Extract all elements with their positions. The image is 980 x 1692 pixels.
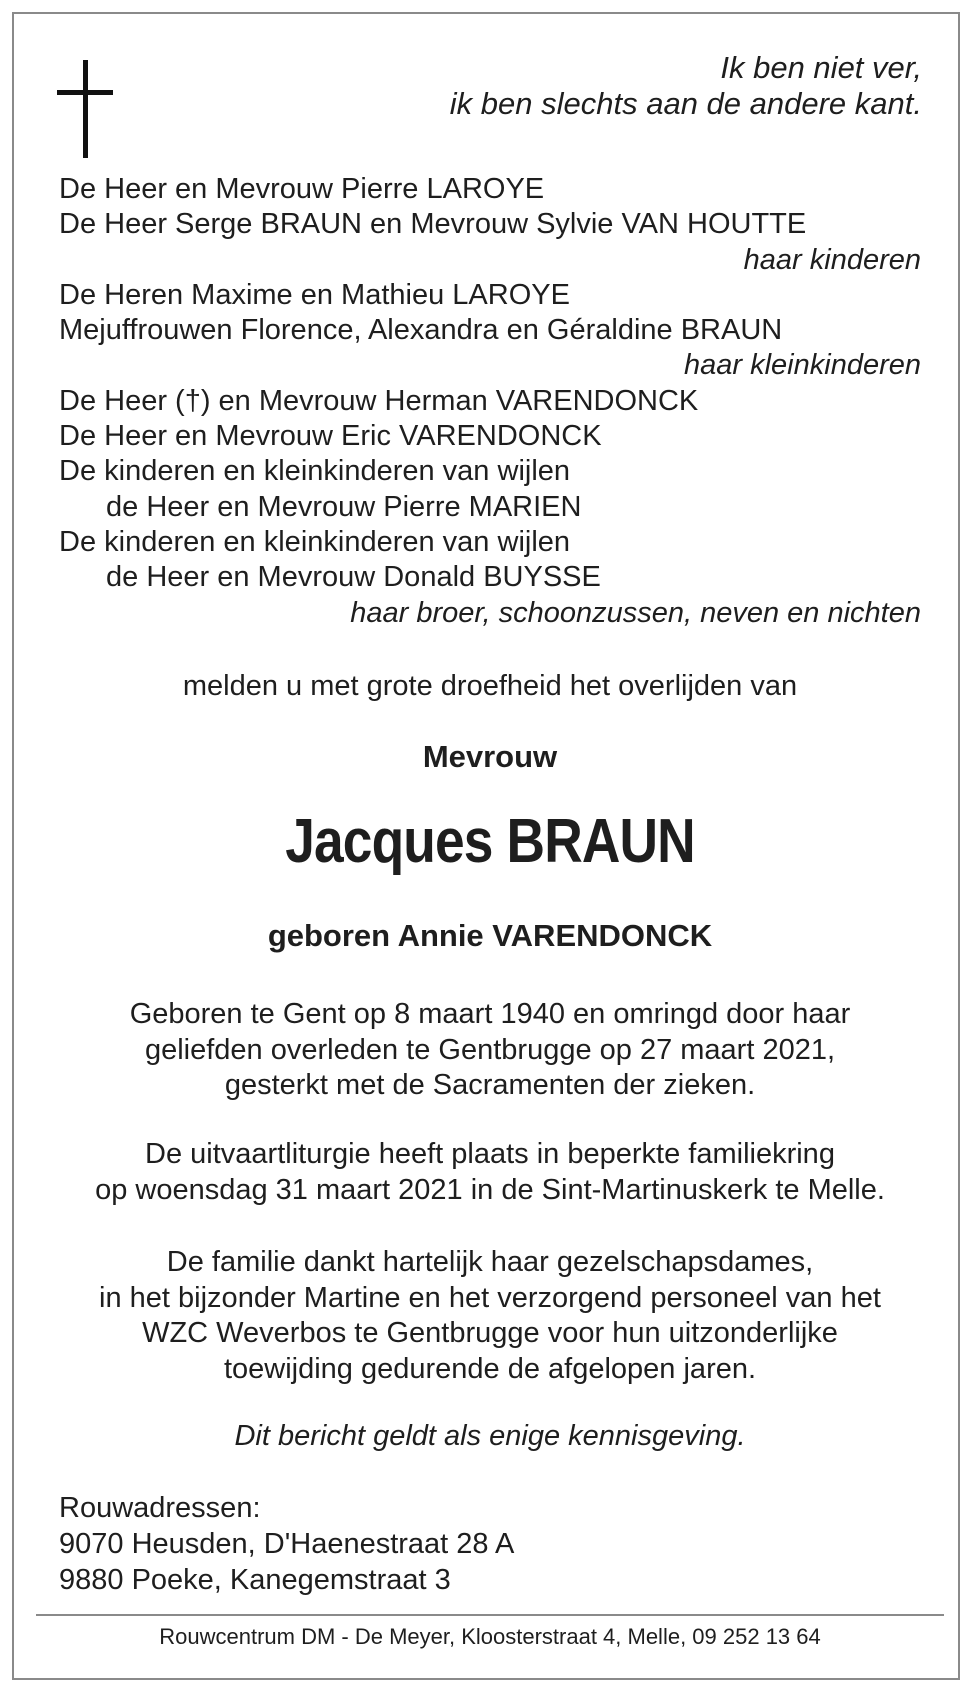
paragraph-birth-death	[0, 997, 980, 1104]
deceased-name: Jacques BRAUN	[285, 807, 695, 876]
family-line: De Heer (†) en Mevrouw Herman VARENDONCK	[59, 384, 699, 417]
paragraph-line: op woensdag 31 maart 2021 in de Sint-Martinuskerk te Melle.	[95, 1173, 885, 1206]
address-line: 9070 Heusden, D'Haenestraat 28 A	[59, 1528, 515, 1560]
family-line: De Heren Maxime en Mathieu LAROYE	[59, 278, 570, 311]
family-line: De kinderen en kleinkinderen van wijlen	[59, 455, 571, 488]
paragraph-funeral	[0, 1137, 980, 1208]
paragraph-line: gesterkt met de Sacramenten der zieken.	[224, 1069, 756, 1101]
addresses-label: Rouwadressen:	[59, 1492, 261, 1524]
paragraph-line: geliefden overleden te Gentbrugge op 27 maart 2021,	[144, 1033, 836, 1066]
condolence-addresses	[59, 1490, 514, 1598]
announcement: melden u met grote droefheid het overlijden van	[182, 670, 798, 702]
family-role: haar broer, schoonzussen, neven en nichten	[350, 596, 921, 629]
family-line: Mejuffrouwen Florence, Alexandra en Géraldine BRAUN	[59, 314, 783, 347]
funeral-home-footer: Rouwcentrum DM - De Meyer, Kloosterstraat 4, Melle, 09 252 13 64	[159, 1624, 821, 1649]
paragraph-line: in het bijzonder Martine en het verzorgend personeel van het	[99, 1281, 881, 1314]
paragraph-line: toewijding gedurende de afgelopen jaren.	[223, 1352, 757, 1385]
paragraph-line: WZC Weverbos te Gentbrugge voor hun uitzonderlijke	[142, 1317, 838, 1349]
family-line: de Heer en Mevrouw Pierre MARIEN	[106, 490, 582, 523]
address-line: 9880 Poeke, Kanegemstraat 3	[59, 1564, 451, 1596]
paragraph-line: Geboren te Gent op 8 maart 1940 en omringd door haar	[129, 998, 851, 1030]
paragraph-line: De familie dankt hartelijk haar gezelschapsdames,	[166, 1246, 814, 1278]
poem-line: ik ben slechts aan de andere kant.	[449, 86, 922, 121]
poem-line: Ik ben niet ver,	[720, 50, 922, 85]
paragraph-line: De uitvaartliturgie heeft plaats in beperkte familiekring	[145, 1138, 835, 1170]
deceased-born-as: geboren Annie VARENDONCK	[267, 918, 713, 953]
family-line: De Heer en Mevrouw Eric VARENDONCK	[59, 420, 602, 453]
family-role: haar kleinkinderen	[684, 349, 921, 382]
family-line: De Heer en Mevrouw Pierre LAROYE	[59, 173, 545, 205]
poem	[450, 50, 922, 122]
cross-icon	[57, 60, 115, 160]
paragraph-thanks	[0, 1245, 980, 1387]
footer-divider	[36, 1614, 944, 1616]
family-line: de Heer en Mevrouw Donald BUYSSE	[106, 561, 601, 594]
deceased-title: Mevrouw	[422, 739, 558, 774]
family-list	[59, 172, 921, 631]
notice-text: Dit bericht geldt als enige kennisgeving.	[234, 1420, 746, 1452]
family-role: haar kinderen	[743, 243, 921, 276]
family-line: De Heer Serge BRAUN en Mevrouw Sylvie VAN HOUTTE	[59, 208, 807, 241]
family-line: De kinderen en kleinkinderen van wijlen	[59, 525, 571, 558]
